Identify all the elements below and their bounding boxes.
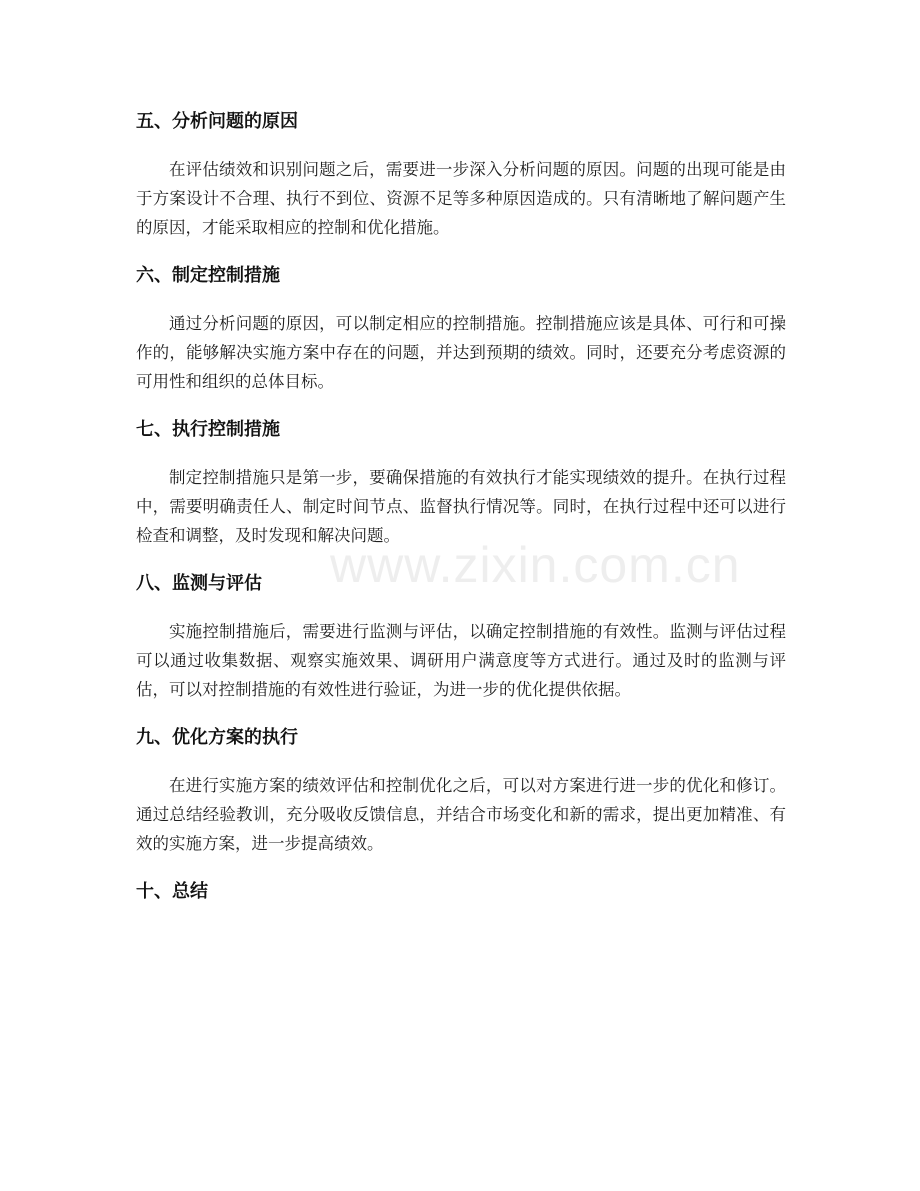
section-heading-8: 八、监测与评估 — [136, 573, 262, 594]
section-body-8: 实施控制措施后，需要进行监测与评估，以确定控制措施的有效性。监测与评估过程可以通过收集数据、观察实施效果、调研用户满意度等方式进行。通过及时的监测与评估，可以对控制措施的有效性进行验证，为进一步的优化提供依据。 — [136, 622, 786, 699]
section-heading-10: 十、总结 — [136, 881, 208, 902]
section-body-5: 在评估绩效和识别问题之后，需要进一步深入分析问题的原因。问题的出现可能是由于方案设计不合理、执行不到位、资源不足等多种原因造成的。只有清晰地了解问题产生的原因，才能采取相应的控制和优化措施。 — [136, 160, 786, 237]
watermark: www.zixin.com.cn — [330, 537, 741, 593]
document-content — [136, 106, 786, 908]
section-body-7: 制定控制措施只是第一步，要确保措施的有效执行才能实现绩效的提升。在执行过程中，需要明确责任人、制定时间节点、监督执行情况等。同时，在执行过程中还可以进行检查和调整，及时发现和解决问题。 — [136, 468, 786, 545]
section-heading-9: 九、优化方案的执行 — [136, 727, 298, 748]
section-heading-6: 六、制定控制措施 — [136, 265, 280, 286]
section-body-9: 在进行实施方案的绩效评估和控制优化之后，可以对方案进行进一步的优化和修订。通过总结经验教训，充分吸收反馈信息，并结合市场变化和新的需求，提出更加精准、有效的实施方案，进一步提高绩效。 — [136, 776, 786, 853]
section-heading-5: 五、分析问题的原因 — [136, 111, 298, 132]
section-body-6: 通过分析问题的原因，可以制定相应的控制措施。控制措施应该是具体、可行和可操作的，能够解决实施方案中存在的问题，并达到预期的绩效。同时，还要充分考虑资源的可用性和组织的总体目标。 — [136, 314, 786, 391]
section-heading-7: 七、执行控制措施 — [136, 419, 280, 440]
